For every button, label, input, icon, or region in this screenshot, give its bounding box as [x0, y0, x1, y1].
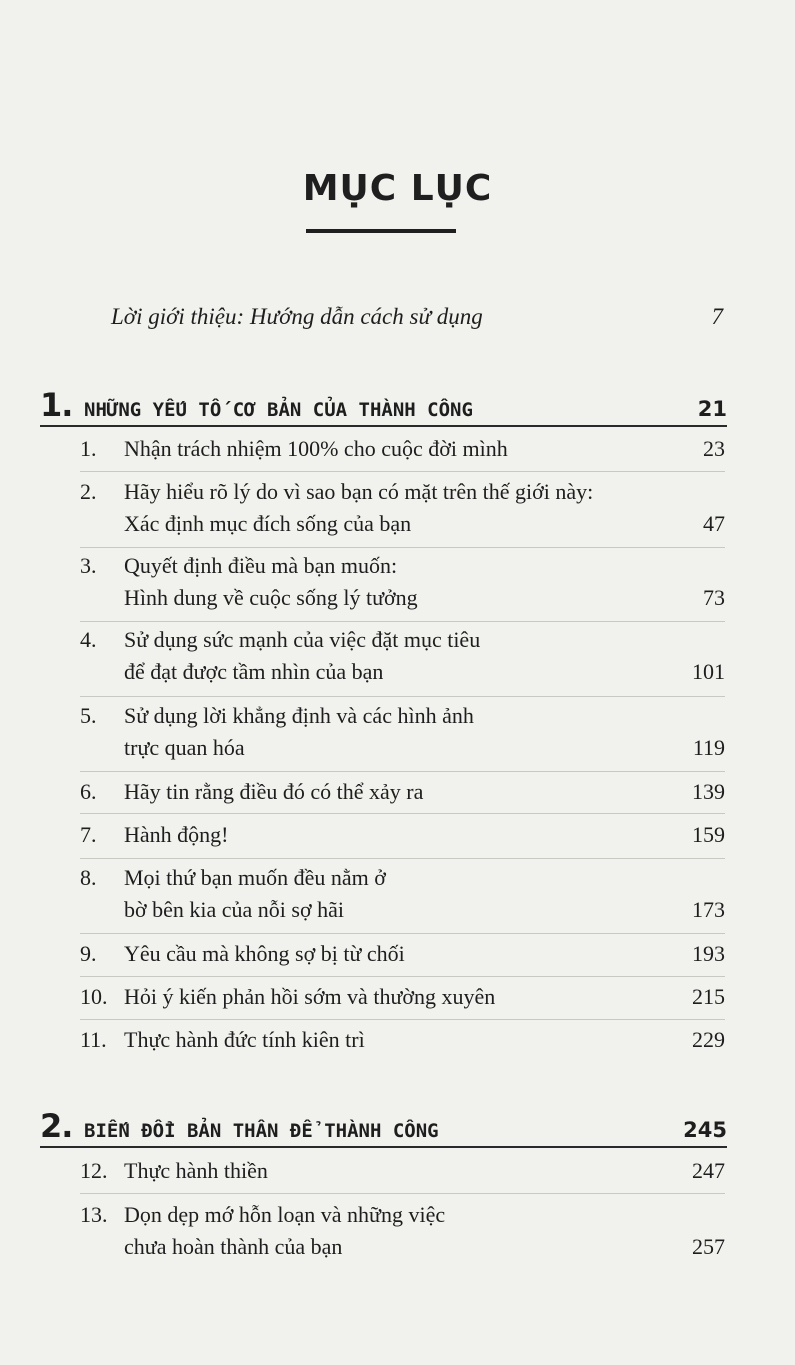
- page-title: MỤC LỤC: [302, 168, 493, 209]
- entry-title: Hãy tin rằng điều đó có thể xảy ra: [124, 779, 424, 804]
- toc-entry-12: [80, 1155, 725, 1187]
- entry-page: 247: [692, 1158, 725, 1183]
- entry-page: 159: [692, 822, 725, 847]
- toc-entry-9: [80, 938, 725, 970]
- section-number: 1.: [40, 386, 73, 424]
- section-2-header: [40, 1107, 727, 1145]
- entry-number: 12.: [80, 1158, 108, 1183]
- section-1-header: [40, 386, 727, 424]
- entry-title: Nhận trách nhiệm 100% cho cuộc đời mình: [124, 436, 508, 461]
- entry-separator: [80, 696, 725, 697]
- entry-separator: [80, 771, 725, 772]
- toc-entry-7: [80, 819, 725, 851]
- toc-entry-1: [80, 433, 725, 465]
- entry-title: Hành động!: [124, 822, 229, 847]
- entry-title: Thực hành thiền: [124, 1158, 268, 1183]
- entry-number: 1.: [80, 436, 97, 461]
- section-number: 2.: [40, 1107, 73, 1145]
- entry-title: Quyết định điều mà bạn muốn: Hình dung về cuộc sống lý tưởng: [124, 553, 418, 610]
- entry-separator: [80, 1019, 725, 1020]
- toc-entry-13: [80, 1199, 725, 1263]
- toc-entry-3: [80, 550, 725, 614]
- entry-title: Dọn dẹp mớ hỗn loạn và những việc chưa hoàn thành của bạn: [124, 1202, 446, 1259]
- toc-entry-11: [80, 1024, 725, 1056]
- toc-entry-2: [80, 476, 725, 540]
- section-title: BIẾN ĐỔI BẢN THÂN ĐỂ THÀNH CÔNG: [84, 1120, 439, 1142]
- entry-page: 119: [692, 735, 725, 760]
- section-title: NHỮNG YẾU TỐ CƠ BẢN CỦA THÀNH CÔNG: [84, 399, 473, 421]
- entry-separator: [80, 621, 725, 622]
- toc-entry-8: [80, 862, 725, 926]
- entry-separator: [80, 1193, 725, 1194]
- section-page: 21: [697, 397, 727, 421]
- entry-separator: [80, 858, 725, 859]
- entry-page: 73: [703, 585, 725, 610]
- entry-page: 47: [703, 511, 725, 536]
- section-divider: [40, 1146, 727, 1148]
- entry-title: Thực hành đức tính kiên trì: [124, 1027, 365, 1052]
- intro-text: Lời giới thiệu: Hướng dẫn cách sử dụng: [111, 304, 483, 329]
- entry-title: Sử dụng sức mạnh của việc đặt mục tiêu để đạt được tầm nhìn của bạn: [124, 627, 481, 684]
- toc-entry-4: [80, 624, 725, 688]
- intro-page: 7: [711, 304, 723, 329]
- entry-page: 215: [692, 984, 725, 1009]
- entry-page: 23: [703, 436, 725, 461]
- entry-number: 8.: [80, 865, 97, 890]
- entry-separator: [80, 547, 725, 548]
- entry-title: Yêu cầu mà không sợ bị từ chối: [124, 941, 405, 966]
- entry-separator: [80, 933, 725, 934]
- entry-number: 9.: [80, 941, 97, 966]
- intro-entry: [111, 304, 723, 330]
- entry-title: Hỏi ý kiến phản hồi sớm và thường xuyên: [124, 984, 496, 1009]
- title-underline: [306, 229, 456, 233]
- entry-title: Hãy hiểu rõ lý do vì sao bạn có mặt trên thế giới này: Xác định mục đích sống của bạn: [124, 479, 594, 536]
- toc-entry-6: [80, 776, 725, 808]
- entry-title: Mọi thứ bạn muốn đều nằm ở bờ bên kia của nỗi sợ hãi: [124, 865, 386, 922]
- section-divider: [40, 425, 727, 427]
- toc-entry-5: [80, 700, 725, 764]
- entry-number: 10.: [80, 984, 108, 1009]
- entry-page: 173: [692, 897, 725, 922]
- entry-number: 13.: [80, 1202, 108, 1227]
- entry-number: 5.: [80, 703, 97, 728]
- entry-page: 229: [692, 1027, 725, 1052]
- entry-number: 11.: [80, 1027, 107, 1052]
- entry-number: 3.: [80, 553, 97, 578]
- entry-page: 257: [692, 1234, 725, 1259]
- entry-number: 6.: [80, 779, 97, 804]
- entry-page: 193: [692, 941, 725, 966]
- entry-separator: [80, 471, 725, 472]
- entry-number: 7.: [80, 822, 97, 847]
- entry-page: 101: [692, 659, 725, 684]
- entry-separator: [80, 976, 725, 977]
- toc-entry-10: [80, 981, 725, 1013]
- entry-number: 4.: [80, 627, 97, 652]
- entry-number: 2.: [80, 479, 97, 504]
- entry-separator: [80, 813, 725, 814]
- entry-title: Sử dụng lời khẳng định và các hình ảnh trực quan hóa: [124, 703, 474, 760]
- section-page: 245: [683, 1118, 727, 1142]
- entry-page: 139: [692, 779, 725, 804]
